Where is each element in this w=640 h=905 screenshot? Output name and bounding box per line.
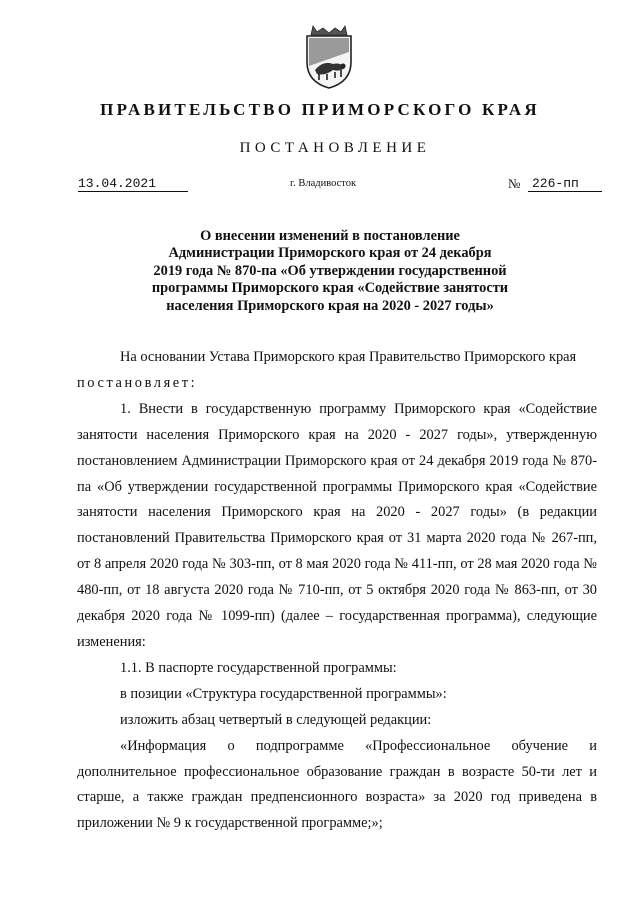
title-line: О внесении изменений в постановление (200, 228, 460, 244)
paragraph-item-1: 1. Внести в государственную программу Приморского края «Содействие занятости населения Приморского края на 2020 - 2027 годы», утвержденную постановлением Администрации Приморского края от 24 декабря 2019 года № 870-па «Об утверждении государственной программы Приморского края «Содействие занятости населения Приморского края на 2020 - 2027 годы» (в редакции постановлений Правительства Приморского края от 31 марта 2020 года № 267-пп, от 8 апреля 2020 года № 303-пп, от 8 мая 2020 года № 411-пп, от 28 мая 2020 года № 480-пп, от 18 августа 2020 года № 710-пп, от 5 октября 2020 года № 863-пп, от 30 декабря 2020 года № 1099-пп) (далее – государственная программа), следующие изменения: (77, 400, 597, 650)
paragraph-instruction: изложить абзац четвертый в следующей редакции: (120, 711, 432, 728)
coat-of-arms-icon (303, 22, 355, 90)
document-city: г. Владивосток (290, 178, 357, 189)
paragraph-item-1-1: 1.1. В паспорте государственной программы: (120, 659, 397, 676)
document-type: ПОСТАНОВЛЕНИЕ (239, 140, 431, 156)
document-date: 13.04.2021 (78, 176, 188, 192)
number-sign: № (508, 176, 521, 191)
title-line: Администрации Приморского края от 24 декабря (168, 245, 492, 262)
paragraph-resolves: постановляет: (77, 374, 198, 391)
paragraph-basis: На основании Устава Приморского края Правительство Приморского края (120, 349, 577, 365)
government-name: ПРАВИТЕЛЬСТВО ПРИМОРСКОГО КРАЯ (100, 100, 540, 119)
paragraph-position: в позиции «Структура государственной программы»: (120, 685, 447, 702)
document-title (120, 228, 540, 315)
title-line: 2019 года № 870-па «Об утверждении государственной (153, 262, 507, 279)
title-line: программы Приморского края «Содействие занятости (151, 280, 509, 297)
document-body (77, 345, 597, 837)
paragraph-quote: «Информация о подпрограмме «Профессиональное обучение и дополнительное профессиональное образование граждан в возрасте 50-ти лет и старше, а также граждан предпенсионного возраста» за 2020 год приведена в приложении № 9 к государственной программе;»; (77, 737, 597, 832)
title-line: населения Приморского края на 2020 - 2027 годы» (166, 297, 494, 314)
document-number: 226-пп (528, 176, 602, 192)
